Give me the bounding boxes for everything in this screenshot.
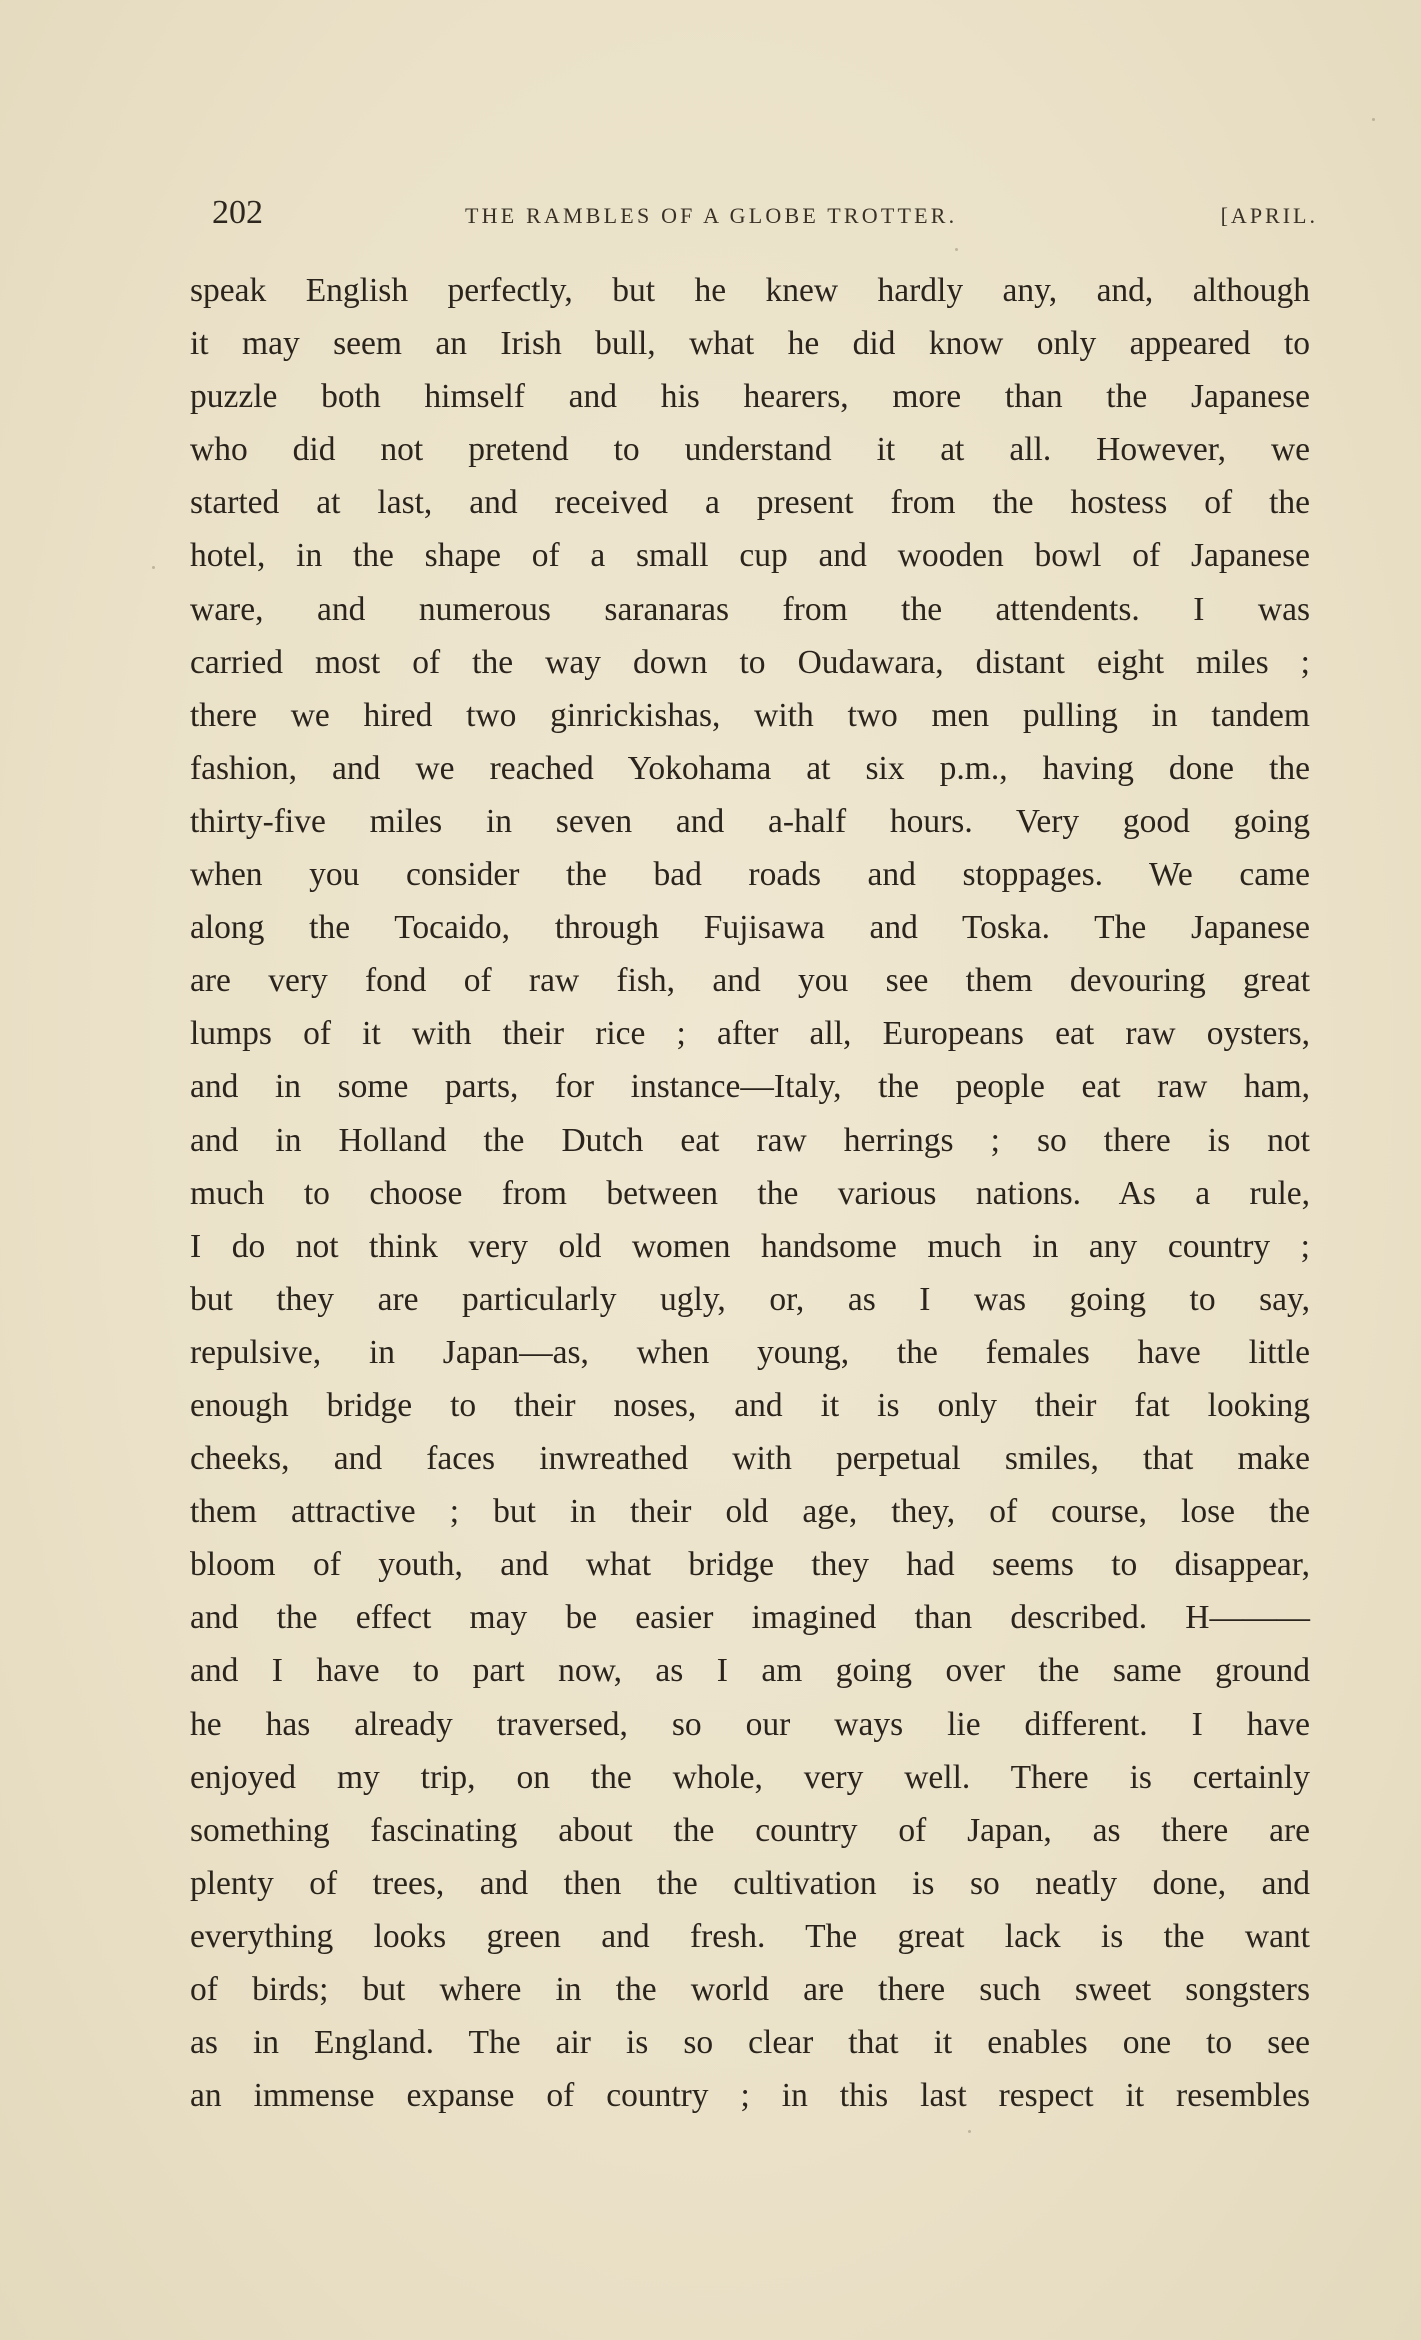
text-line: I do not think very old women handsome much in any country ;	[190, 1227, 1310, 1265]
text-line: plenty of trees, and then the cultivation is so neatly done, and	[190, 1864, 1310, 1902]
text-line: along the Tocaido, through Fujisawa and Toska. The Japanese	[190, 909, 1310, 947]
text-line: thirty-five miles in seven and a-half hours. Very good going	[190, 802, 1310, 840]
text-line: as in England. The air is so clear that it enables one to see	[190, 2024, 1310, 2062]
text-line: and the effect may be easier imagined than described. H———	[190, 1599, 1310, 1637]
text-line: repulsive, in Japan—as, when young, the females have little	[190, 1333, 1310, 1371]
paper-speck	[1372, 118, 1375, 121]
text-line: much to choose from between the various nations. As a rule,	[190, 1174, 1310, 1212]
body-text	[190, 264, 1310, 2122]
text-line: he has already traversed, so our ways lie different. I have	[190, 1705, 1310, 1743]
text-line: bloom of youth, and what bridge they had seems to disappear,	[190, 1546, 1310, 1584]
text-line: enough bridge to their noses, and it is only their fat looking	[190, 1386, 1310, 1424]
text-line: and in some parts, for instance—Italy, the people eat raw ham,	[190, 1068, 1310, 1106]
page-number: 202	[212, 194, 263, 231]
text-line: it may seem an Irish bull, what he did know only appeared to	[190, 325, 1310, 363]
text-line: them attractive ; but in their old age, they, of course, lose the	[190, 1493, 1310, 1531]
text-line: hotel, in the shape of a small cup and wooden bowl of Japanese	[190, 537, 1310, 575]
text-line: there we hired two ginrickishas, with two men pulling in tandem	[190, 696, 1310, 734]
text-line: lumps of it with their rice ; after all, Europeans eat raw oysters,	[190, 1015, 1310, 1053]
text-line: speak English perfectly, but he knew hardly any, and, although	[190, 272, 1310, 309]
text-line: who did not pretend to understand it at all. However, we	[190, 431, 1310, 469]
text-line: of birds; but where in the world are there such sweet songsters	[190, 1971, 1310, 2008]
text-line: started at last, and received a present from the hostess of the	[190, 484, 1310, 522]
paper-speck	[968, 2130, 971, 2133]
paper-speck	[152, 566, 155, 569]
running-title: THE RAMBLES OF A GLOBE TROTTER.	[465, 203, 958, 228]
text-line: puzzle both himself and his hearers, more than the Japanese	[190, 378, 1310, 416]
text-line: but they are particularly ugly, or, as I was going to say,	[190, 1280, 1310, 1318]
text-line: an immense expanse of country ; in this last respect it resembles	[190, 2077, 1310, 2115]
text-line: fashion, and we reached Yokohama at six p.m., having done the	[190, 749, 1310, 787]
text-line: carried most of the way down to Oudawara, distant eight miles ;	[190, 643, 1310, 681]
text-line: ware, and numerous saranaras from the attendents. I was	[190, 590, 1310, 628]
text-line: cheeks, and faces inwreathed with perpetual smiles, that make	[190, 1440, 1310, 1478]
text-line: are very fond of raw fish, and you see them devouring great	[190, 962, 1310, 1000]
page-header	[212, 188, 1318, 238]
section-label: [APRIL.	[1220, 203, 1318, 228]
text-line: when you consider the bad roads and stoppages. We came	[190, 856, 1310, 894]
text-line: and in Holland the Dutch eat raw herrings ; so there is not	[190, 1121, 1310, 1159]
text-line: enjoyed my trip, on the whole, very well. There is certainly	[190, 1758, 1310, 1796]
text-line: something fascinating about the country of Japan, as there are	[190, 1811, 1310, 1849]
paper-speck	[955, 248, 958, 251]
text-line: and I have to part now, as I am going over the same ground	[190, 1652, 1310, 1690]
text-line: everything looks green and fresh. The great lack is the want	[190, 1917, 1310, 1955]
